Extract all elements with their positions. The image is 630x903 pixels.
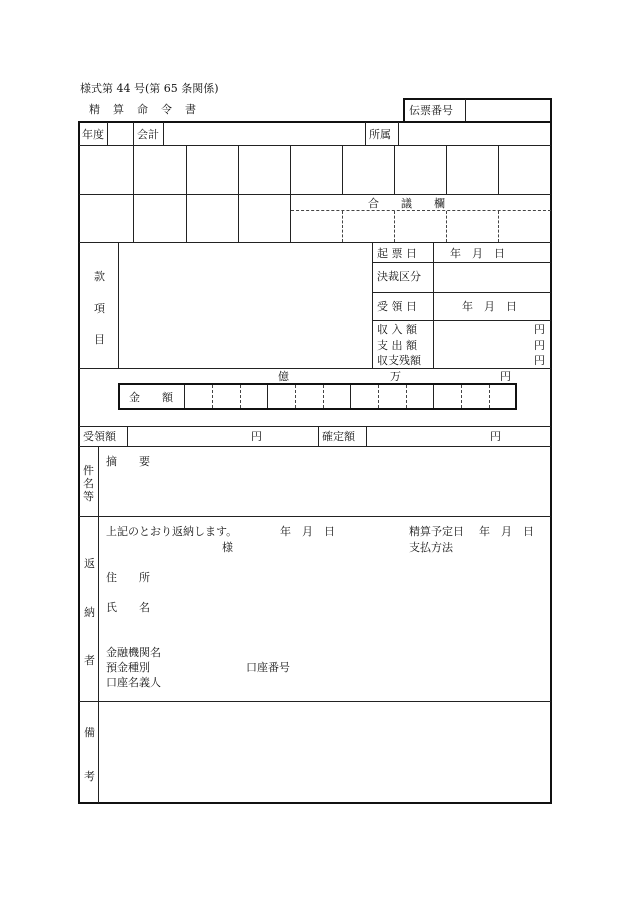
refund-side-2: 納 (84, 606, 95, 619)
rule (446, 146, 447, 194)
received-yen: 円 (251, 430, 262, 443)
balance-label: 収支残額 (377, 354, 421, 367)
kou-label: 項 (94, 302, 105, 315)
rule (79, 242, 551, 243)
rule (323, 385, 324, 408)
received-label: 受領額 (83, 430, 116, 443)
voucher-number-label: 伝票番号 (409, 104, 453, 117)
rule (79, 516, 551, 517)
receipt-date-value[interactable]: 年 月 日 (462, 300, 517, 313)
voucher-number-divider (465, 99, 466, 121)
expense-yen: 円 (534, 339, 545, 352)
account-label: 会計 (137, 128, 159, 141)
rule (372, 292, 551, 293)
department-label: 所属 (369, 128, 391, 141)
draft-date-value[interactable]: 年 月 日 (450, 247, 505, 260)
deposit-type-label: 預金種別 (106, 661, 150, 674)
kan-label: 款 (94, 270, 105, 283)
rule (406, 385, 407, 408)
rule (290, 146, 291, 242)
rule (133, 122, 134, 145)
rule (342, 146, 343, 194)
rule (378, 385, 379, 408)
rule (238, 146, 239, 242)
refund-statement: 上記のとおり返納します。 (106, 525, 238, 538)
rule (350, 385, 351, 408)
bank-label: 金融機関名 (106, 646, 161, 659)
settlement-date-value[interactable]: 年 月 日 (479, 525, 534, 538)
man-unit: 万 (390, 370, 401, 383)
sama-label: 様 (222, 541, 233, 554)
rule (184, 385, 185, 408)
address-label: 住 所 (106, 571, 150, 584)
subject-side-2: 名 (83, 477, 94, 490)
remarks-side-2: 考 (84, 770, 95, 783)
rule (79, 701, 551, 702)
rule (342, 211, 343, 242)
rule (433, 385, 434, 408)
moku-label: 目 (94, 333, 105, 346)
settlement-date-label: 精算予定日 (409, 525, 464, 538)
rule (98, 447, 99, 803)
rule (394, 146, 395, 194)
rule (127, 427, 128, 446)
refund-side-3: 者 (84, 654, 95, 667)
rule (133, 146, 134, 242)
summary-label: 摘 要 (106, 455, 150, 468)
confirmed-yen: 円 (490, 430, 501, 443)
remarks-side-1: 備 (84, 726, 95, 739)
rule (398, 122, 399, 145)
amount-box[interactable] (118, 383, 517, 410)
consultation-label: 合 議 欄 (368, 197, 445, 210)
rule (498, 146, 499, 194)
amount-label: 金 額 (129, 391, 173, 404)
subject-side-1: 件 (83, 464, 94, 477)
name-label: 氏 名 (106, 601, 150, 614)
rule (461, 385, 462, 408)
rule (212, 385, 213, 408)
fiscal-year-label: 年度 (82, 128, 104, 141)
rule (318, 427, 319, 446)
rule (394, 211, 395, 242)
rule (446, 211, 447, 242)
en-unit: 円 (500, 370, 511, 383)
subject-side-3: 等 (83, 490, 94, 503)
rule (372, 320, 551, 321)
rule (79, 145, 551, 146)
refund-date[interactable]: 年 月 日 (280, 525, 335, 538)
rule (240, 385, 241, 408)
decision-class-label: 決裁区分 (377, 270, 421, 283)
rule (365, 122, 366, 145)
balance-yen: 円 (534, 354, 545, 367)
rule (107, 122, 108, 145)
oku-unit: 億 (278, 370, 289, 383)
confirmed-label: 確定額 (322, 430, 355, 443)
rule (79, 426, 551, 427)
rule (79, 194, 551, 195)
income-label: 収 入 額 (377, 323, 417, 336)
rule (295, 385, 296, 408)
form-title: 精 算 命 令 書 (89, 103, 197, 116)
rule (79, 368, 551, 369)
account-number-label: 口座番号 (246, 661, 290, 674)
rule (498, 211, 499, 242)
rule (372, 262, 551, 263)
rule (267, 385, 268, 408)
account-holder-label: 口座名義人 (106, 676, 161, 689)
rule (118, 243, 119, 368)
expense-label: 支 出 額 (377, 339, 417, 352)
draft-date-label: 起 票 日 (377, 247, 417, 260)
income-yen: 円 (534, 323, 545, 336)
rule (489, 385, 490, 408)
rule (79, 446, 551, 447)
receipt-date-label: 受 領 日 (377, 300, 417, 313)
rule (366, 427, 367, 446)
refund-side-1: 返 (84, 557, 95, 570)
form-number: 様式第 44 号(第 65 条関係) (80, 82, 219, 95)
payment-method-label: 支払方法 (409, 541, 453, 554)
rule (163, 122, 164, 145)
rule (291, 210, 551, 211)
rule (186, 146, 187, 242)
